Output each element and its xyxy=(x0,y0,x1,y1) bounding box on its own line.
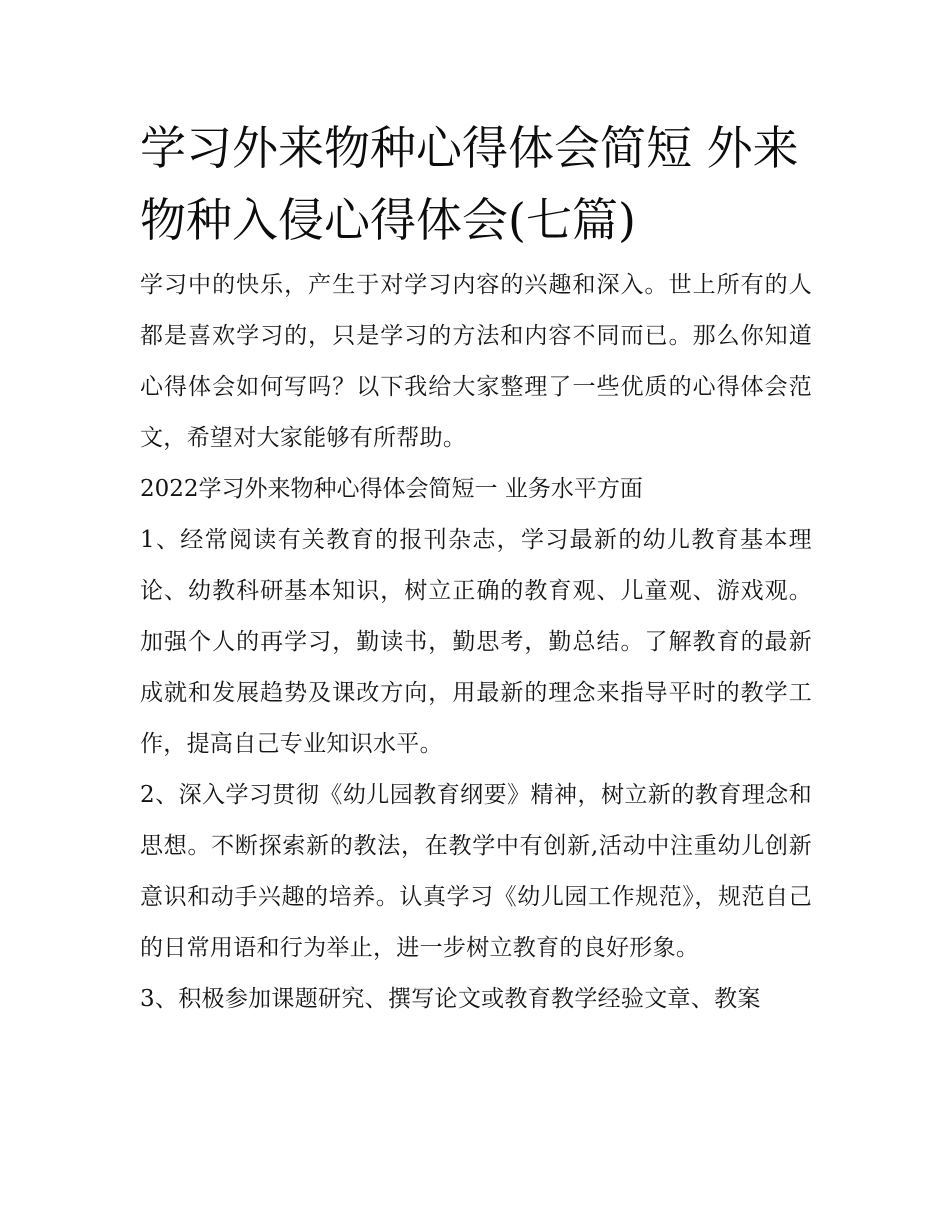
intro-paragraph: 学习中的快乐，产生于对学习内容的兴趣和深入。世上所有的人都是喜欢学习的，只是学习的方法和内容不同而已。那么你知道心得体会如何写吗？以下我给大家整理了一些优质的心得体会范文，希望对大家能够有所帮助。 xyxy=(140,272,812,451)
document-body xyxy=(140,112,812,1025)
list-item-3: 3、积极参加课题研究、撰写论文或教育教学经验文章、教案 xyxy=(140,986,761,1012)
list-item-1: 1、经常阅读有关教育的报刊杂志，学习最新的幼儿教育基本理论、幼教科研基本知识，树立正确的教育观、儿童观、游戏观。加强个人的再学习，勤读书，勤思考，勤总结。了解教育的最新成就和发展趋势及课改方向，用最新的理念来指导平时的教学工作，提高自己专业知识水平。 xyxy=(140,527,812,757)
list-item-2: 2、深入学习贯彻《幼儿园教育纲要》精神，树立新的教育理念和思想。不断探索新的教法，在教学中有创新,活动中注重幼儿创新意识和动手兴趣的培养。认真学习《幼儿园工作规范》，规范自己的日常用语和行为举止，进一步树立教育的良好形象。 xyxy=(140,782,812,961)
section-heading: 2022学习外来物种心得体会简短一 业务水平方面 xyxy=(140,476,643,502)
document-title: 学习外来物种心得体会简短 外来物种入侵心得体会(七篇) xyxy=(140,121,799,247)
